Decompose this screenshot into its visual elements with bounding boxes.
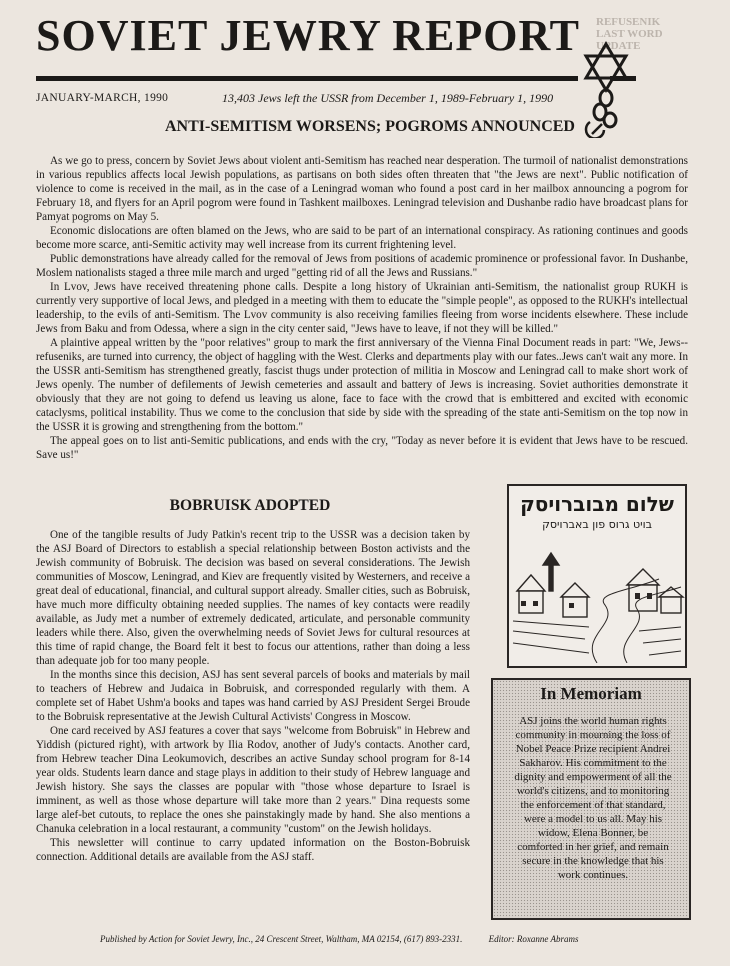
article-paragraph: In the months since this decision, ASJ has sent several parcels of books and materials by mail to teachers of Hebrew and Judaica in Bobruisk, and corresponded regularly with them. A complete set of Habet Ushm'a books and tapes was hand carried by ASJ President Sergei Broude to the Bobruisk representative at the Jewish Cultural Activists' Congress in Moscow. bbox=[36, 669, 470, 723]
card-yiddish-subtitle: בויט גרוס פון באברויסק bbox=[542, 518, 652, 531]
issue-date: JANUARY-MARCH, 1990 bbox=[36, 92, 169, 104]
memorial-title: In Memoriam bbox=[540, 684, 642, 703]
emigration-note: 13,403 Jews left the USSR from December 1, 1989-February 1, 1990 bbox=[222, 91, 554, 105]
publisher-line: Published by Action for Soviet Jewry, Inc., 24 Crescent Street, Waltham, MA 02154, (617) 893-2331. bbox=[100, 934, 463, 944]
article-bobruisk bbox=[36, 528, 470, 864]
article-paragraph: Economic dislocations are often blamed on the Jews, who are said to be part of an international conspiracy. As rationing continues and goods become more scarce, anti-Semitic activity may well increase from its current frightening level. bbox=[36, 225, 688, 251]
memorial-text: ASJ joins the world human rights community in mourning the loss of Nobel Peace Prize recipient Andrei Sakharov. His commitment to the dignity and empowerment of all the world's citizens, and to monitoring the enforcement of that standard, were a model to us all. May his widow, Elena Bonner, be comforted in her grief, and remain secure in the knowledge that his work continues. bbox=[514, 715, 672, 881]
article-paragraph: This newsletter will continue to carry updated information on the Boston-Bobruisk connection. Additional details are available from the ASJ staff. bbox=[36, 837, 470, 863]
masthead-rule bbox=[36, 76, 578, 81]
article-paragraph: Public demonstrations have already called for the removal of Jews from positions of academic prominence or professional favor. In Dushanbe, Moslem nationalists staged a three mile march and urged "getting rid of all the Jews and Russians." bbox=[36, 253, 688, 279]
town-illustration bbox=[509, 535, 685, 663]
article-paragraph: One of the tangible results of Judy Patkin's recent trip to the USSR was a decision taken by the ASJ Board of Directors to establish a special relationship between Boston activists and the Jewish community of Bobruisk. The decision was based on several considerations. The Jewish communities of Moscow, Leningrad, and Kiev are frequently visited by Westerners, and receive a great deal of educational, financial, and cultural support already. Smaller cities, such as Bobruisk, have much more difficulty obtaining needed supplies. The names of key contacts were readily available, as Judy met a number of extremely dedicated, articulate, and personable community leaders while there. Also, given the overwhelming needs of Soviet Jews for cultural resources at this time of rapid change, the Board felt it best to focus our attentions, rather than doing a less than adequate job for too many people. bbox=[36, 529, 470, 667]
chain-icon bbox=[594, 90, 616, 127]
footer bbox=[100, 934, 660, 944]
card-hebrew-title: שלום מבוברויסק bbox=[520, 492, 674, 516]
masthead-title: SOVIET JEWRY REPORT bbox=[36, 11, 581, 60]
article-paragraph: As we go to press, concern by Soviet Jews about violent anti-Semitism has reached near desperation. The turmoil of nationalist demonstrations in various republics affects local Jewish populations, as partisans on both sides often threaten that "the Jews are next". Public notification of violence to come is received in the mail, as in the case of a Leningrad woman who found a post card in her mailbox announcing a pogrom for February 18, and flyers for an April pogrom were found in Tashkent mailboxes. Leningrad television and Dushanbe radio have broadcast plans for Pamyat pogroms on May 5. bbox=[36, 155, 688, 223]
article-paragraph: One card received by ASJ features a cover that says "welcome from Bobruisk" in Hebrew and Yiddish (pictured right), with artwork by Ilia Rodov, another of Judy's contacts. Another card, from Hebrew teacher Dina Leokumovich, describes an active Sunday school program for 8-14 year olds. Students learn dance and stage plays in addition to their study of Hebrew language and Jewish history. She says the classes are popular with "those whose departure to Israel is imminent, as well as those whose departure will take more than 2 years." Dina requests some large alef-bet cutouts, to replace the ones she painstakingly made by hand. She also mentions a Chanuka celebration in a local restaurant, a community "custom" on the Jewish holidays. bbox=[36, 725, 470, 835]
article-paragraph: The appeal goes on to list anti-Semitic publications, and ends with the cry, "Today as never before it is evident that Jews have to be rescued. Save us!" bbox=[36, 435, 688, 461]
article-antisemitism bbox=[36, 154, 688, 462]
bobruisk-card-image bbox=[507, 484, 687, 668]
article-paragraph: A plaintive appeal written by the "poor relatives" group to mark the first anniversary of the Vienna Final Document reads in part: "We, Jews--refuseniks, are turned into currency, the object of haggling with the West. Clerks and departments play with our fates..Jews can't wait any more. In the USSR anti-Semitism has strengthened greatly, fascist thugs under protection of militia in Moscow and Leningrad call to make short work of Jews openly. The number of defilements of Jewish cemeteries and assault and battery of Jews is increasing. Soviet authorities demonstrate it obviously that they are not going to defend us leaving us alone, face to face with the crowd that is embittered and excited with economic cataclysms, political instability. Thus we come to the conclusion that side by side with the spreading of the state anti-Semitism on the top now in the USSR it is growing and strengthening from the bottom." bbox=[36, 337, 688, 433]
editor-line: Editor: Roxanne Abrams bbox=[488, 934, 579, 944]
headline-antisemitism: ANTI-SEMITISM WORSENS; POGROMS ANNOUNCED bbox=[165, 118, 575, 135]
article-paragraph: In Lvov, Jews have received threatening phone calls. Despite a long history of Ukrainian anti-Semitism, the nationalist group RUKH is currently very supportive of local Jews, and pledged in a meeting with them to educate the "simple people", as opposed to the RUKH's intellectual leadership, to the evils of anti-Semitism. The Lvov community is also receiving families fleeing from worse incidents elsewhere. These include Jews from Baku and from Odessa, where a sign in the city center said, "Jews have to leave, if not they will be killed." bbox=[36, 281, 688, 335]
headline-bobruisk: BOBRUISK ADOPTED bbox=[169, 497, 331, 514]
bleed-line: REFUSENIK bbox=[596, 16, 661, 28]
bleed-line: LAST WORD UPDATE bbox=[596, 28, 663, 52]
